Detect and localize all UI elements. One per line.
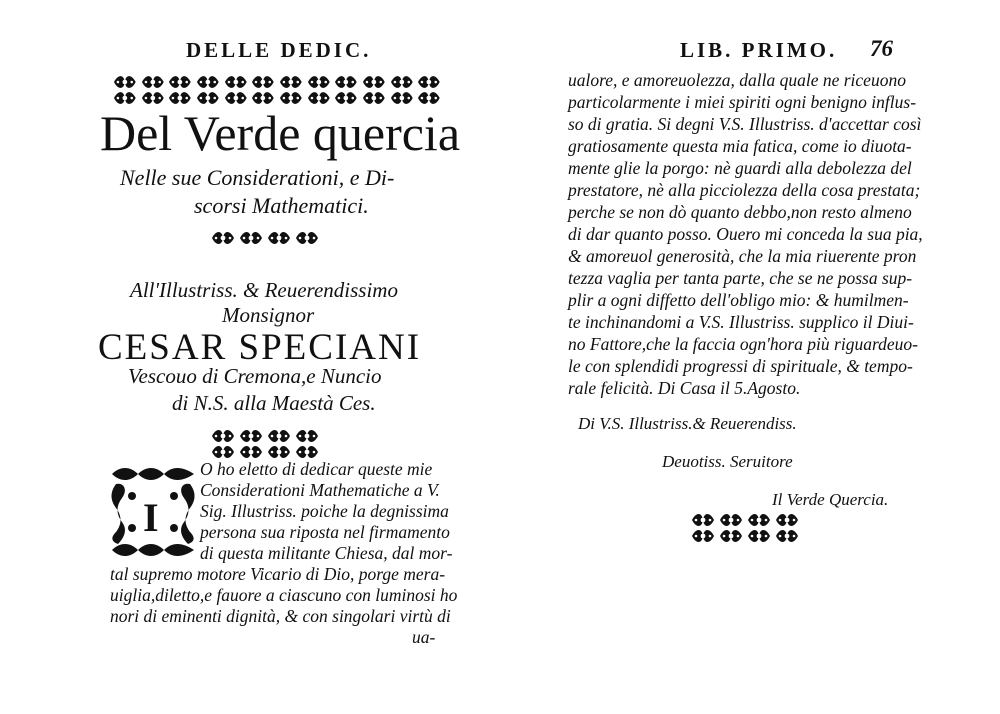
body-line: ualore, e amoreuolezza, dalla quale ne riceuono: [568, 70, 906, 90]
body-line: persona sua riposta nel firmamento: [200, 522, 450, 542]
body-line: mente glie la porgo: nè guardi alla debolezza del: [568, 158, 912, 178]
fleuron-icon: [250, 90, 276, 106]
ornament-end-1: [690, 512, 800, 528]
fleuron-icon: [306, 74, 332, 90]
fleuron-icon: [690, 512, 716, 528]
body-line: Sig. Illustriss. poiche la degnissima: [200, 501, 449, 521]
body-line: te inchinandomi a V.S. Illustriss. supplico il Diui-: [568, 312, 914, 332]
body-line: gratiosamente questa mia fatica, come io diuota-: [568, 136, 912, 156]
body-line: plir a ogni diffetto dell'obligo mio: & humilmen-: [568, 290, 909, 310]
ornament-band-top-2: [112, 90, 442, 106]
body-line: tal supremo motore Vicario di Dio, porge mera-: [110, 564, 446, 584]
fleuron-icon: [195, 90, 221, 106]
signature: Il Verde Quercia.: [772, 490, 889, 509]
body-line: & amoreuol generosità, che la mia riuerente pron: [568, 246, 917, 266]
fleuron-icon: [333, 74, 359, 90]
drop-cap-initial: I: [143, 495, 159, 540]
fleuron-icon: [774, 512, 800, 528]
fleuron-icon: [389, 90, 415, 106]
fleuron-icon: [416, 74, 442, 90]
fleuron-icon: [266, 428, 292, 444]
fleuron-icon: [238, 428, 264, 444]
running-head-right: LIB. PRIMO.: [680, 38, 838, 62]
body-line: nori di eminenti dignità, & con singolari virtù di: [110, 606, 451, 626]
subtitle-line-1: Nelle sue Considerationi, e Di-: [120, 165, 395, 190]
fleuron-icon: [210, 444, 236, 460]
fleuron-icon: [389, 74, 415, 90]
fleuron-icon: [333, 90, 359, 106]
subtitle-line-2: scorsi Mathematici.: [194, 193, 369, 218]
fleuron-icon: [223, 90, 249, 106]
body-line: particolarmente i miei spiriti ogni benigno influs-: [568, 92, 917, 112]
fleuron-icon: [294, 230, 320, 246]
fleuron-icon: [361, 90, 387, 106]
fleuron-icon: [223, 74, 249, 90]
ornament-end-2: [690, 528, 800, 544]
fleuron-icon: [266, 230, 292, 246]
ornament-small-3: [210, 444, 320, 460]
office-line-1: Vescouo di Cremona,e Nuncio: [128, 364, 382, 388]
body-line: di dar quanto posso. Ouero mi conceda la sua pia,: [568, 224, 923, 244]
fleuron-icon: [210, 230, 236, 246]
right-page: [500, 0, 1000, 714]
fleuron-icon: [294, 428, 320, 444]
body-line: O ho eletto di dedicar queste mie: [200, 459, 433, 479]
catchword: ua-: [412, 627, 436, 647]
body-line: so di gratia. Si degni V.S. Illustriss. d'accettar così: [568, 114, 922, 134]
recipient-name: CESAR SPECIANI: [98, 327, 422, 368]
fleuron-icon: [112, 90, 138, 106]
fleuron-icon: [416, 90, 442, 106]
address-line: Di V.S. Illustriss.& Reuerendiss.: [578, 414, 797, 433]
fleuron-icon: [294, 444, 320, 460]
closing-line: Deuotiss. Seruitore: [662, 452, 793, 471]
body-line: prestatore, nè alla picciolezza della cosa prestata;: [568, 180, 921, 200]
fleuron-icon: [746, 512, 772, 528]
office-line-2: di N.S. alla Maestà Ces.: [172, 391, 376, 415]
dedication-line-1: All'Illustriss. & Reuerendissimo: [130, 278, 398, 302]
body-line: rale felicità. Di Casa il 5.Agosto.: [568, 378, 801, 398]
dedication-line-2: Monsignor: [222, 303, 315, 327]
fleuron-icon: [140, 74, 166, 90]
ornament-band-top-1: [112, 74, 442, 90]
fleuron-icon: [195, 74, 221, 90]
body-line: le con splendidi progressi di spirituale, & tempo-: [568, 356, 913, 376]
body-line: no Fattore,che la faccia ogn'hora più riguardeuo-: [568, 334, 918, 354]
fleuron-icon: [718, 512, 744, 528]
fleuron-icon: [238, 444, 264, 460]
fleuron-icon: [167, 90, 193, 106]
body-line: perche se non dò quanto debbo,non resto almeno: [568, 202, 912, 222]
ornament-small-2: [210, 428, 320, 444]
page-number: 76: [870, 36, 893, 61]
body-line: tezza vaglia per tanta parte, che se ne possa sup-: [568, 268, 913, 288]
body-line: uiglia,diletto,e fauore a ciascuno con luminosi ho: [110, 585, 458, 605]
fleuron-icon: [278, 74, 304, 90]
fleuron-icon: [167, 74, 193, 90]
fleuron-icon: [278, 90, 304, 106]
fleuron-icon: [210, 428, 236, 444]
body-line: di questa militante Chiesa, dal mor-: [200, 543, 453, 563]
fleuron-icon: [746, 528, 772, 544]
fleuron-icon: [140, 90, 166, 106]
fleuron-icon: [690, 528, 716, 544]
fleuron-icon: [250, 74, 276, 90]
fleuron-icon: [112, 74, 138, 90]
fleuron-icon: [361, 74, 387, 90]
fleuron-icon: [718, 528, 744, 544]
ornament-small-1: [210, 230, 320, 246]
fleuron-icon: [774, 528, 800, 544]
dedication-title: Del Verde quercia: [100, 105, 461, 161]
fleuron-icon: [266, 444, 292, 460]
fleuron-icon: [238, 230, 264, 246]
body-line: Considerationi Mathematiche a V.: [200, 480, 440, 500]
running-head-left: DELLE DEDIC.: [186, 38, 372, 62]
fleuron-icon: [306, 90, 332, 106]
